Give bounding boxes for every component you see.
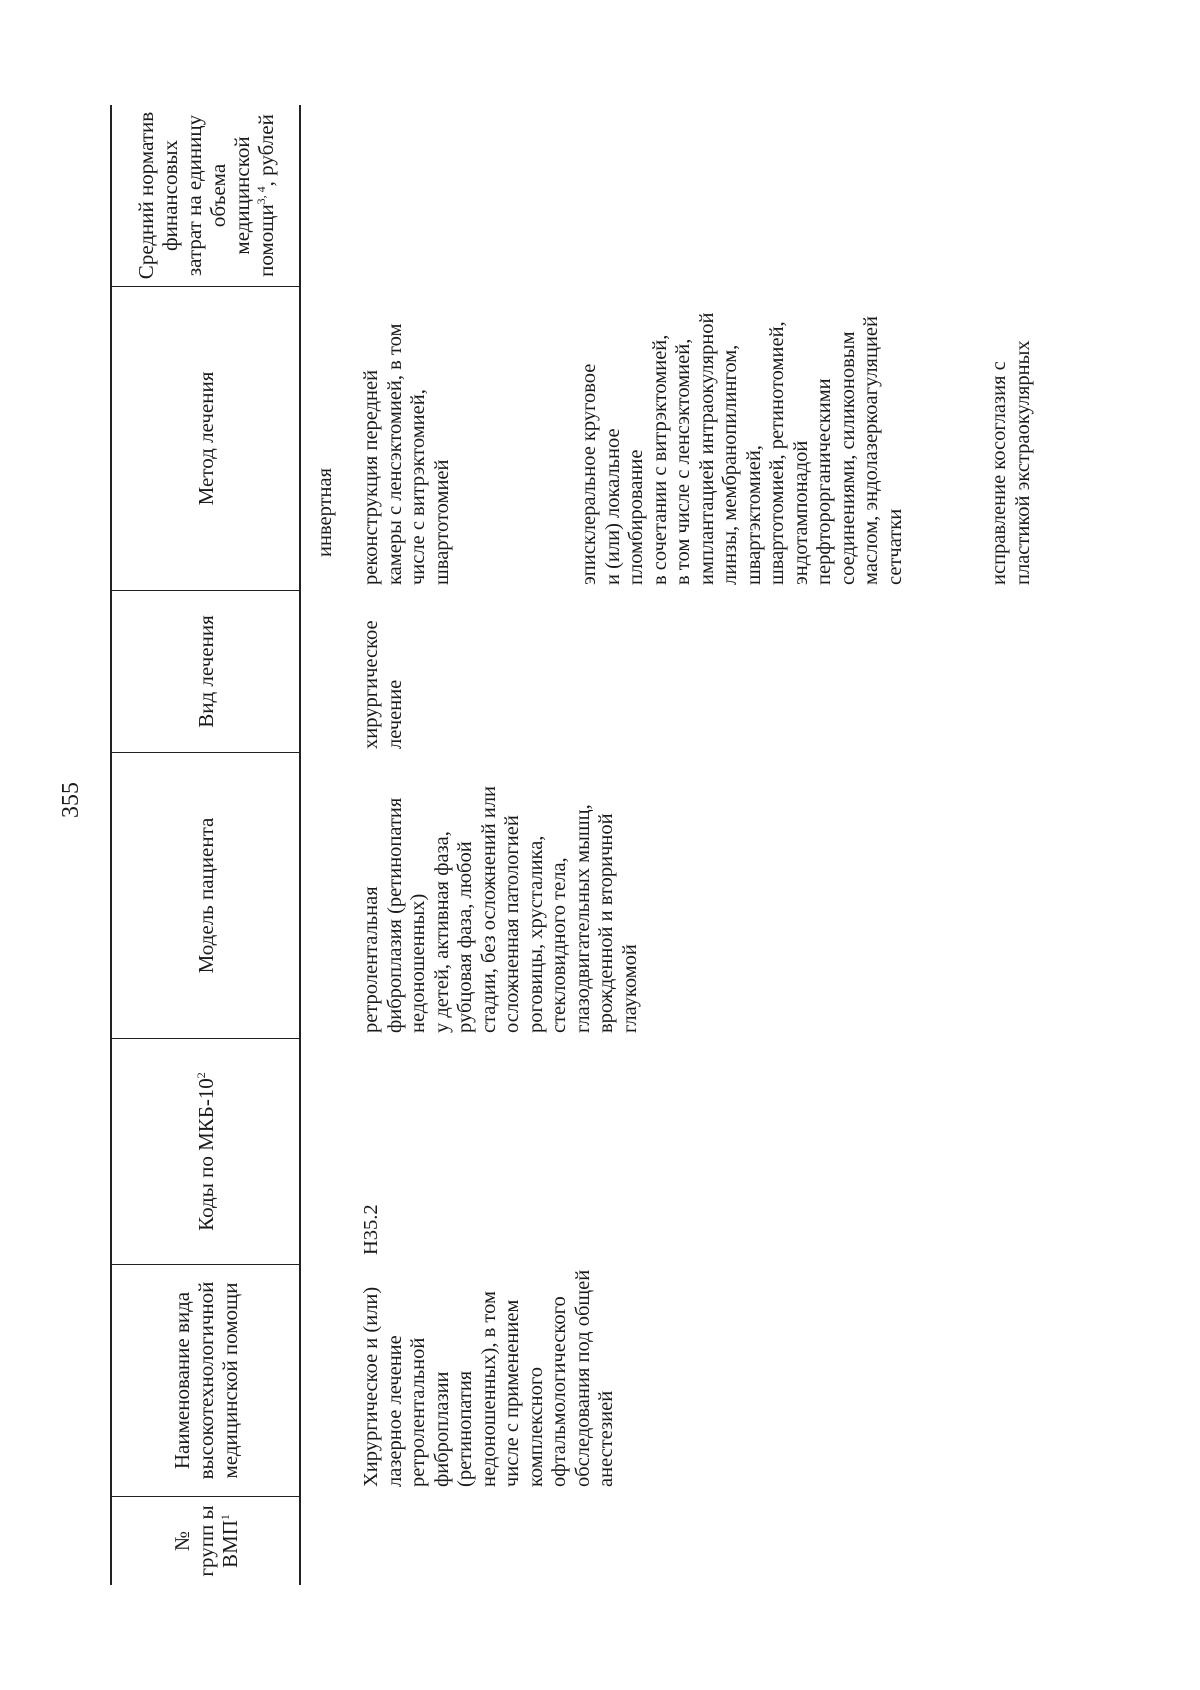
cell-method-1: реконструкция передней камеры с ленсэктомией, в том числе с витрэктомией, швартотомией: [360, 323, 453, 585]
page-number: 355: [58, 782, 84, 818]
cell-code: H35.2: [360, 1204, 382, 1255]
cell-method-2: эписклеральное круговое и (или) локальное пломбирование в сочетании с витрэктомией, в том числе с ленсэктомией, имплантацией интраокулярной линзы, мембранопилингом, швартэктомией, швартотомией, ретинотомией, эндотампонадой перфторорганическими соединениями, силиконовым маслом, эндолазеркоагуляцией сетчатки: [578, 312, 906, 585]
table-header: [110, 105, 301, 1585]
treatment-table: [110, 105, 1140, 1585]
header-codes: Коды по МКБ-$10^2$: [112, 1039, 299, 1265]
header-group: № групп ы ВМП$^1$: [169, 1505, 242, 1577]
header-name: Наименование вида высокотехнологичной медицинской помощи: [112, 1265, 299, 1497]
cell-model: ретролентальная фиброплазия (ретинопатия недоношенных) у детей, активная фаза, рубцовая фаза, любой стадии, без осложнений или осложненная патологией роговицы, хрусталика, стекловидного тела, глазодвигательных мышц, врожденной и вторичной глаукомой: [360, 785, 641, 1033]
header-method: Метод лечения: [112, 287, 299, 591]
cell-type: хирургическое лечение: [360, 620, 406, 749]
header-type: Вид лечения: [112, 591, 299, 753]
cell-method-3: исправление косоглазия с пластикой экстраокулярных: [988, 340, 1034, 585]
header-cost: Средний норматив финансовых затрат на единицу объема медицинской помощи$^{3, 4}$, рублей: [112, 105, 299, 287]
continued-method: инвертная: [314, 467, 336, 557]
header-model: Модель пациента: [112, 753, 299, 1039]
cell-name: Хирургическое и (или) лазерное лечение ретролентальной фиброплазии (ретинопатия недоношенных), в том числе с применением комплексного офтальмологического обследования под общей анестезией: [360, 1269, 617, 1487]
